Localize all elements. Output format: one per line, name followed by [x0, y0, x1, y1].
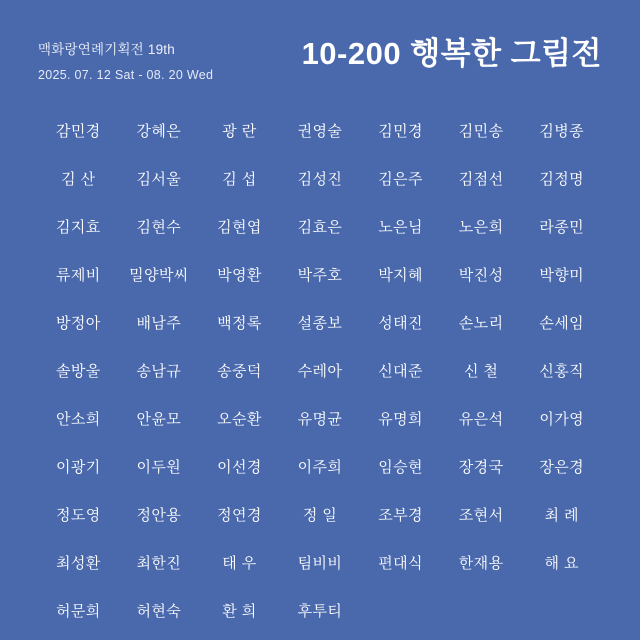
list-item: 오순환: [217, 410, 262, 428]
artist-name-grid: [38, 106, 602, 634]
list-item: 송남규: [136, 362, 182, 380]
list-item-empty: [360, 586, 441, 634]
list-item: 김 산: [61, 170, 96, 188]
list-item: 김정명: [539, 170, 585, 188]
list-item: 김효은: [297, 218, 343, 236]
list-item: 정안용: [136, 506, 182, 524]
header-left-block: [38, 32, 213, 82]
list-item: 신홍직: [539, 362, 585, 380]
list-item: 김지효: [55, 218, 101, 236]
list-item: 송중덕: [217, 362, 262, 380]
list-item: 손노리: [458, 314, 504, 332]
list-item: 강혜은: [136, 122, 182, 140]
list-item: 신 철: [463, 362, 499, 380]
list-item: 김서울: [136, 170, 182, 188]
list-item: 최 례: [544, 506, 579, 524]
list-item: 김현엽: [217, 218, 262, 236]
list-item: 유명균: [297, 410, 343, 428]
list-item: 환 희: [222, 602, 257, 620]
list-item: 임승현: [378, 458, 423, 476]
list-item: 백정록: [217, 314, 262, 332]
list-item: 신대준: [378, 362, 423, 380]
list-item: 방정아: [55, 314, 101, 332]
list-item: 조현서: [458, 506, 504, 524]
list-item: 김 섭: [222, 170, 257, 188]
list-item: 조부경: [378, 506, 423, 524]
exhibition-date-range: 2025. 07. 12 Sat - 08. 20 Wed: [38, 68, 214, 82]
header-right-block: [302, 32, 602, 72]
list-item: 노은님: [378, 218, 423, 236]
exhibition-series-name: 맥화랑연례기획전 19th: [38, 42, 175, 57]
list-item: 최한진: [136, 554, 182, 572]
list-item-empty: [521, 586, 602, 634]
list-item: 한재용: [458, 554, 504, 572]
list-item: 유명희: [378, 410, 423, 428]
list-item: 후투티: [297, 602, 343, 620]
list-item: 김성진: [297, 170, 343, 188]
list-item: 정도영: [55, 506, 101, 524]
list-item: 이가영: [539, 410, 585, 428]
list-item: 김은주: [378, 170, 423, 188]
list-item: 설종보: [297, 314, 343, 332]
list-item: 유은석: [458, 410, 504, 428]
list-item: 박주호: [297, 266, 343, 284]
list-item: 라종민: [539, 218, 585, 236]
list-item: 배남주: [136, 314, 182, 332]
list-item: 장경국: [458, 458, 504, 476]
list-item: 최성환: [55, 554, 101, 572]
list-item: 김점선: [458, 170, 504, 188]
list-item: 밀양박씨: [129, 266, 189, 284]
list-item: 태 우: [222, 554, 257, 572]
list-item: 박향미: [539, 266, 585, 284]
page-title: 10-200 행복한 그림전: [301, 36, 602, 71]
list-item: 안소희: [55, 410, 101, 428]
list-item: 정 일: [302, 506, 338, 524]
list-item: 이광기: [55, 458, 101, 476]
list-item: 김민송: [458, 122, 504, 140]
list-item: 안윤모: [136, 410, 182, 428]
list-item: 해 요: [544, 554, 579, 572]
list-item: 솔방울: [55, 362, 101, 380]
list-item: 광 란: [222, 122, 257, 140]
list-item: 손세임: [539, 314, 585, 332]
list-item: 김현수: [136, 218, 182, 236]
poster-header: [38, 32, 602, 98]
list-item: 성태진: [378, 314, 423, 332]
list-item: 정연경: [217, 506, 262, 524]
list-item: 노은희: [458, 218, 504, 236]
list-item: 권영술: [297, 122, 343, 140]
list-item: 팀비비: [297, 554, 343, 572]
list-item: 수레아: [297, 362, 343, 380]
list-item: 감민경: [55, 122, 101, 140]
list-item: 류제비: [55, 266, 101, 284]
list-item: 장은경: [539, 458, 585, 476]
list-item: 허문희: [55, 602, 101, 620]
list-item: 박진성: [458, 266, 504, 284]
list-item: 허현숙: [136, 602, 182, 620]
list-item: 김병종: [539, 122, 585, 140]
list-item: 이주희: [297, 458, 343, 476]
list-item: 박영환: [217, 266, 262, 284]
list-item: 편대식: [378, 554, 423, 572]
list-item: 이선경: [217, 458, 262, 476]
list-item-empty: [441, 586, 522, 634]
list-item: 김민경: [378, 122, 423, 140]
list-item: 이두원: [136, 458, 182, 476]
list-item: 박지혜: [378, 266, 423, 284]
